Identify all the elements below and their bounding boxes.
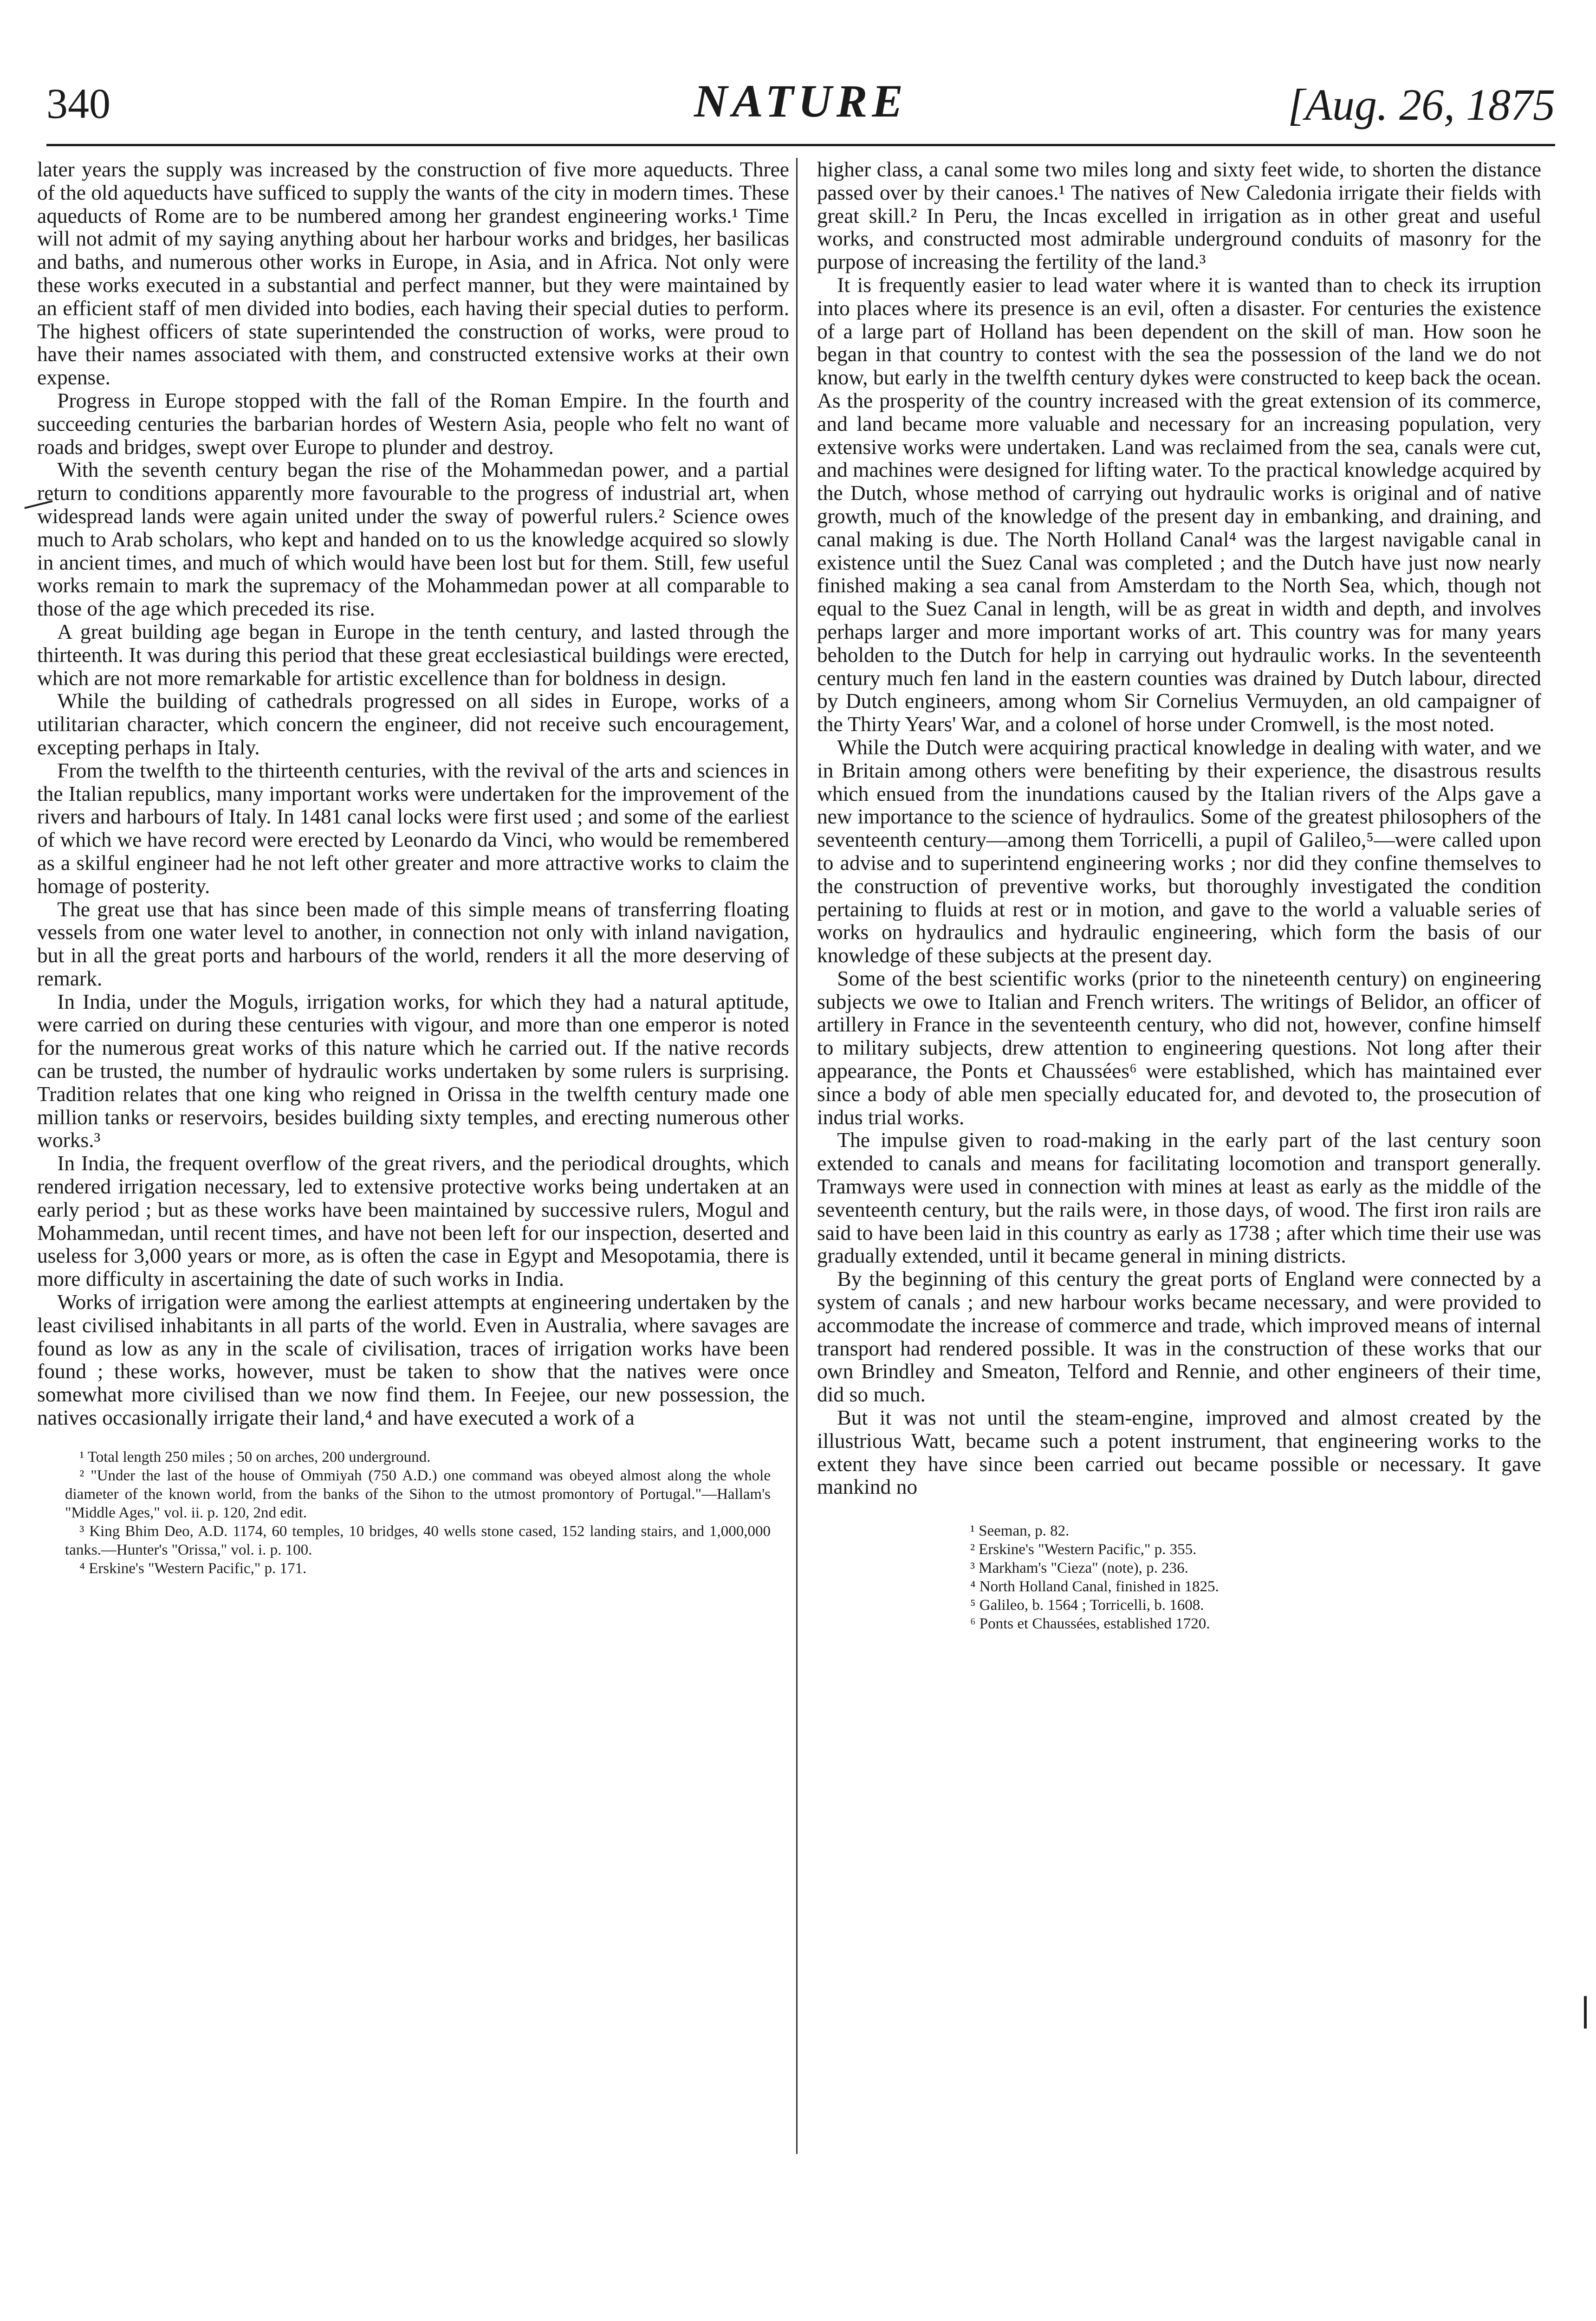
paragraph: From the twelfth to the thirteenth centuries, with the revival of the arts and sciences in the Italian republics, many important works were undertaken for the improvement of the rivers and harbours of Italy. In 1481 canal locks were first used ; and some of the earliest of which we have record were erected by Leonardo da Vinci, who would be remembered as a skilful engineer had he not left other greater and more attractive works to claim the homage of posterity. xyxy=(37,758,789,898)
paragraph: The great use that has since been made of this simple means of transferring floating vessels from one water level to another, in connection not only with inland navigation, but in all the great ports and harbours of the world, renders it all the more deserving of remark. xyxy=(37,897,789,990)
footnote: ³ King Bhim Deo, A.D. 1174, 60 temples, 10 bridges, 40 wells stone cased, 152 landing stairs, and 1,000,000 tanks.—Hunter's "Orissa," vol. i. p. 100. xyxy=(65,1523,771,1558)
footnote: ¹ Seeman, p. 82. xyxy=(970,1523,1070,1540)
footnotes-left xyxy=(37,1448,789,1578)
paragraph: In India, under the Moguls, irrigation works, for which they had a natural aptitude, were carried on during these centuries with vigour, and more than one emperor is noted for the numerous great works of this nature which he carried out. If the native records can be trusted, the number of hydraulic works undertaken by some rulers is surprising. Tradition relates that one king who reigned in Orissa in the twelfth century made one million tanks or reservoirs, besides building sixty temples, and erecting numerous other works.³ xyxy=(37,989,789,1152)
paragraph: With the seventh century began the rise of the Mohammedan power, and a partial return to conditions apparently more favourable to the progress of industrial art, when widespread lands were again united under the sway of powerful rulers.² Science owes much to Arab scholars, who kept and handed on to us the knowledge acquired so slowly in ancient times, and much of which would have been lost but for them. Still, few useful works remain to mark the supremacy of the Mohammedan power at all comparable to those of the age which preceded its rise. xyxy=(37,458,789,621)
footnote: ⁴ North Holland Canal, finished in 1825. xyxy=(970,1578,1219,1595)
issue-date: [Aug. 26, 1875 xyxy=(1288,80,1555,130)
paragraph: Progress in Europe stopped with the fall of the Roman Empire. In the fourth and succeeding centuries the barbarian hordes of Western Asia, people who felt no want of roads and bridges, swept over Europe to plunder and destroy. xyxy=(37,388,789,459)
footnote: ³ Markham's "Cieza" (note), p. 236. xyxy=(970,1560,1188,1577)
left-column xyxy=(37,158,789,1578)
journal-title: NATURE xyxy=(694,75,908,127)
paragraph: later years the supply was increased by the construction of five more aqueducts. Three of the old aqueducts have sufficed to supply the wants of the city in modern times. These aqueducts of Rome are to be numbered among her grandest engineering works.¹ Time will not admit of my saying anything about her harbour works and bridges, her basilicas and baths, and numerous other works in Europe, in Asia, and in Africa. Not only were these works executed in a substantial and perfect manner, but they were maintained by an efficient staff of men divided into bodies, each having their special duties to perform. The highest officers of state superintended the construction of works, were proud to have their names associated with them, and constructed extensive works at their own expense. xyxy=(37,157,789,389)
footnote: ⁶ Ponts et Chaussées, established 1720. xyxy=(970,1615,1210,1633)
footnote: ² Erskine's "Western Pacific," p. 355. xyxy=(970,1541,1197,1558)
paragraph: A great building age began in Europe in the tenth century, and lasted through the thirteenth. It was during this period that these great ecclesiastical buildings were erected, which are not more remarkable for artistic excellence than for boldness in design. xyxy=(37,619,789,690)
header-rule xyxy=(46,144,1555,146)
paragraph: But it was not until the steam-engine, improved and almost created by the illustrious Watt, became such a potent instrument, that engineering works to the extent they have since been carried out became possible or necessary. It gave mankind no xyxy=(817,1406,1541,1499)
footnote: ⁵ Galileo, b. 1564 ; Torricelli, b. 1608. xyxy=(970,1597,1204,1614)
paragraph: Works of irrigation were among the earliest attempts at engineering undertaken by the least civilised inhabitants in all parts of the world. Even in Australia, where savages are found as low as any in the scale of civilisation, traces of irrigation works have been found ; these works, however, must be taken to show that the natives were once somewhat more civilised than we now find them. In Feejee, our new possession, the natives occasionally irrigate their land,⁴ and have executed a work of a xyxy=(37,1290,789,1430)
paragraph: higher class, a canal some two miles long and sixty feet wide, to shorten the distance passed over by their canoes.¹ The natives of New Caledonia irrigate their fields with great skill.² In Peru, the Incas excelled in irrigation as in other great and useful works, and constructed most admirable underground conduits of masonry for the purpose of increasing the fertility of the land.³ xyxy=(817,157,1541,274)
page-header xyxy=(46,70,1555,149)
column-divider xyxy=(796,158,798,2154)
paragraph: While the Dutch were acquiring practical knowledge in dealing with water, and we in Britain among others were benefiting by their experience, the disastrous results which ensued from the inundations caused by the Italian rivers of the Alps gave a new importance to the science of hydraulics. Some of the greatest philosophers of the seventeenth century—among them Torricelli, a pupil of Galileo,⁵—were called upon to advise and to superintend engineering works ; nor did they confine themselves to the construction of preventive works, but thoroughly investigated the condition pertaining to fluids at rest or in motion, and gave to the world a valuable series of works on hydraulics and hydraulic engineering, which form the basis of our knowledge of these subjects at the present day. xyxy=(817,735,1541,967)
footnote: ⁴ Erskine's "Western Pacific," p. 171. xyxy=(79,1560,307,1577)
page-number: 340 xyxy=(46,80,110,127)
paragraph: Some of the best scientific works (prior to the nineteenth century) on engineering subjects we owe to Italian and French writers. The writings of Belidor, an officer of artillery in France in the seventeenth century, who did not, however, confine himself to military subjects, drew attention to engineering questions. Not long after their appearance, the Ponts et Chaussées⁶ were established, which has maintained ever since a body of able men specially educated for, and devoted to, the prosecution of indus trial works. xyxy=(817,966,1541,1129)
paragraph: While the building of cathedrals progressed on all sides in Europe, works of a utilitarian character, which concern the engineer, did not receive such encouragement, excepting perhaps in Italy. xyxy=(37,689,789,759)
paragraph: By the beginning of this century the great ports of England were connected by a system of canals ; and new harbour works became necessary, and were provided to accommodate the increase of commerce and trade, which improved means of internal transport had rendered possible. It was in the construction of these works that our own Brindley and Smeaton, Telford and Rennie, and other engineers of their time, did so much. xyxy=(817,1267,1541,1407)
footnote: ² "Under the last of the house of Ommiyah (750 A.D.) one command was obeyed almost along the whole diameter of the known world, from the banks of the Sihon to the utmost promontory of Portugal."—Hallam's "Middle Ages," vol. ii. p. 120, 2nd edit. xyxy=(65,1467,771,1521)
paragraph: In India, the frequent overflow of the great rivers, and the periodical droughts, which rendered irrigation necessary, led to extensive protective works being undertaken at an early period ; but as these works have been maintained by successive rulers, Mogul and Mohammedan, until recent times, and have not been left for our inspection, deserted and useless for 3,000 years or more, as is often the case in Egypt and Mesopotamia, there is more difficulty in ascertaining the date of such works in India. xyxy=(37,1151,789,1291)
paragraph: It is frequently easier to lead water where it is wanted than to check its irruption into places where its presence is an evil, often a disaster. For centuries the existence of a large part of Holland has been dependent on the skill of man. How soon he began in that country to contest with the sea the possession of the land we do not know, but early in the twelfth century dykes were constructed to keep back the ocean. As the prosperity of the country increased with the great extension of its commerce, and land became more valuable and necessary for an increasing population, very extensive works were undertaken. Land was reclaimed from the sea, canals were cut, and machines were designed for lifting water. To the practical knowledge acquired by the Dutch, whose method of carrying out hydraulic works is original and of native growth, much of the knowledge of the present day in embanking, and draining, and canal making is due. The North Holland Canal⁴ was the largest navigable canal in existence until the Suez Canal was completed ; and the Dutch have just now nearly finished making a sea canal from Amsterdam to the North Sea, which, though not equal to the Suez Canal in length, will be as great in width and depth, and involves perhaps larger and more important works of art. This country was for many years beholden to the Dutch for help in carrying out hydraulic works. In the seventeenth century much fen land in the eastern counties was drained by Dutch labour, directed by Dutch engineers, among whom Sir Cornelius Vermuyden, an old campaigner of the Thirty Years' War, and a colonel of horse under Cromwell, is the most noted. xyxy=(817,272,1541,736)
footnote: ¹ Total length 250 miles ; 50 on arches, 200 underground. xyxy=(79,1448,431,1465)
edge-mark xyxy=(1584,1996,1587,2029)
paragraph: The impulse given to road-making in the early part of the last century soon extended to canals and means for facilitating locomotion and transport generally. Tramways were used in connection with mines at least as early as the middle of the seventeenth century, but the rails were, in those days, of wood. The first iron rails are said to have been laid in this country as early as 1738 ; after which time their use was gradually extended, until it became general in mining districts. xyxy=(817,1128,1541,1268)
right-column xyxy=(817,158,1541,1633)
footnotes-right xyxy=(817,1522,1541,1633)
